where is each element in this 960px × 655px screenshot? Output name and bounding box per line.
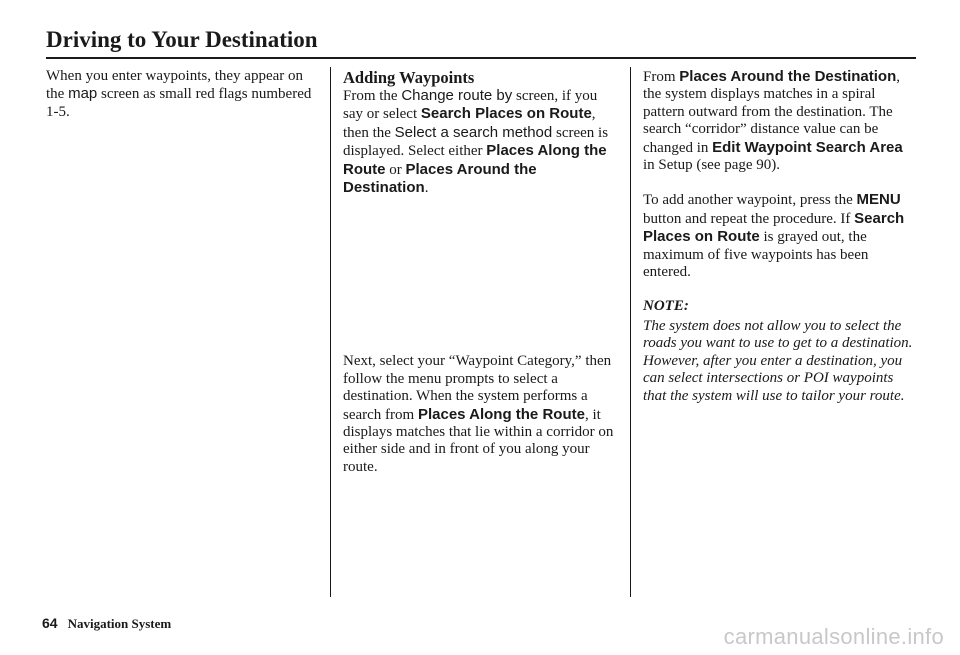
column-divider-2 [630, 67, 631, 597]
change-route-screen-label: Change route by [401, 87, 513, 104]
add-waypoint-paragraph: To add another waypoint, press the MENU button and repeat the procedure. If Search Places on Route is grayed out, the maximum of five waypoints has been entered. [643, 191, 905, 281]
edit-waypoint-search-area-label: Edit Waypoint Search Area [712, 138, 903, 156]
page-number: 64 [42, 615, 58, 631]
select-search-method-screen-label: Select a search method [394, 123, 553, 141]
note-text: The system does not allow you to select the roads you want to use to get to a destination. However, after you enter a destination, you can select intersections or POI waypoints that the system will use to tailor your route. [643, 317, 913, 404]
spiral-search-paragraph: From Places Around the Destination, the system displays matches in a spiral pattern outward from the destination. The search “corridor” distance value can be changed in Edit Waypoint Search Area in Setup (see page 90). [643, 68, 903, 174]
column-divider-1 [330, 67, 331, 597]
column-1 [46, 68, 318, 121]
footer-title: Navigation System [67, 616, 172, 631]
column-2 [343, 68, 618, 476]
page-header [46, 24, 916, 56]
places-along-route-label: Places Along the Route [343, 142, 607, 178]
places-along-route-label-2: Places Along the Route [417, 405, 585, 423]
search-places-on-route-label: Search Places on Route [420, 105, 592, 123]
menu-button-label: MENU [856, 191, 901, 209]
places-around-destination-label-2: Places Around the Destination [679, 68, 897, 85]
column-3 [643, 68, 918, 405]
waypoint-paragraph-2: Next, select your “Waypoint Category,” then follow the menu prompts to select a destination. When the system performs a search from Places Along the Route, it displays matches that lie within a corridor on either side and in front of you along your route. [343, 353, 614, 475]
page-title: Driving to Your Destination [46, 27, 318, 52]
map-screen-label: map [68, 85, 98, 103]
note-label: NOTE: [643, 298, 689, 315]
page-footer [42, 615, 171, 632]
waypoint-paragraph-1: From the Change route by screen, if you say or select Search Places on Route, then the Select a search method screen is displayed. Select either Places Along the Route or Places Around the Destination. [343, 87, 609, 197]
header-rule [46, 57, 916, 59]
search-places-on-route-label-2: Search Places on Route [643, 209, 905, 246]
watermark: carmanualsonline.info [723, 624, 944, 649]
intro-paragraph: When you enter waypoints, they appear on the map screen as small red flags numbered 1-5. [46, 68, 312, 120]
section-heading: Adding Waypoints [343, 68, 475, 87]
places-around-destination-label: Places Around the Destination [343, 160, 537, 197]
